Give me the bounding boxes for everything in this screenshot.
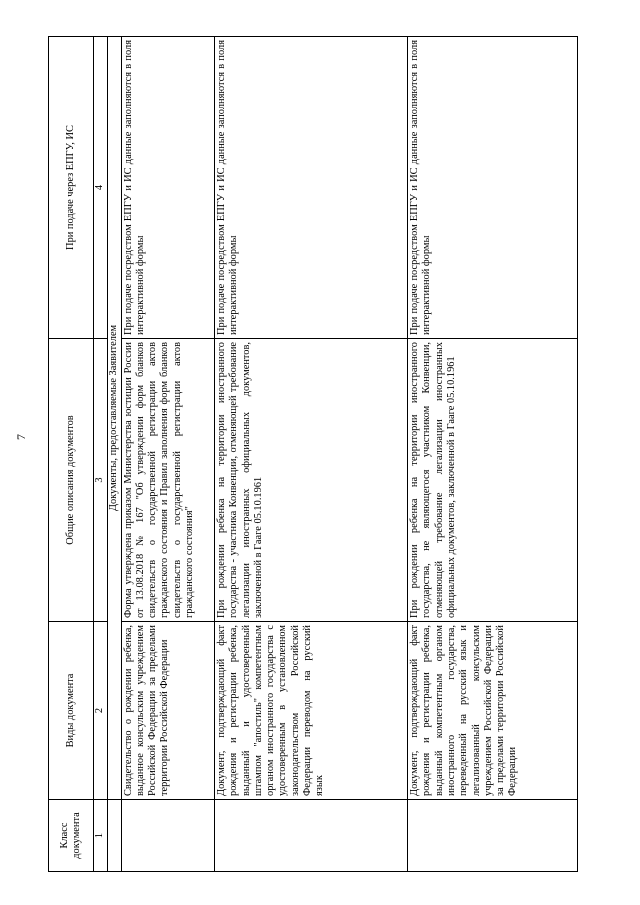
documents-table [48,36,578,872]
cell-class [215,800,408,872]
cell-type: Документ, подтверждающий факт рождения и регистрации ребенка, выданный компетентным органом иностранного государства, переведенный на русский язык и легализованный консульским учреждением Российской Федерации за пределами территории Российской Федерации [408,622,578,800]
header-document-description: Общие описания документов [49,339,94,622]
section-empty-cell [107,800,121,872]
column-number: 4 [93,37,107,339]
header-document-class: Класс документа [49,800,94,872]
table-row [121,37,214,872]
cell-description: Форма утверждена приказом Министерства юстиции России от 13.08.2018 № 167 "Об утверждении форм бланков свидетельств о государственной регистрации актов гражданского состояния и Правил заполнения форм бланков свидетельств о государственной регистрации актов гражданского состояния" [121,339,214,622]
cell-epgu: При подаче посредством ЕПГУ и ИС данные заполняются в поля интерактивной формы [215,37,408,339]
section-row [107,37,121,872]
column-number: 1 [93,800,107,872]
cell-description: При рождении ребенка на территории иностранного государства, не являющегося участником Конвенции, отменяющей требование легализации иностранных официальных документов, заключенной в Гааге 05.10.1961 [408,339,578,622]
cell-epgu: При подаче посредством ЕПГУ и ИС данные заполняются в поля интерактивной формы [408,37,578,339]
column-number-row [93,37,107,872]
section-title: Документы, предоставляемые Заявителем [107,37,121,800]
page-number: 7 [14,434,28,440]
column-number: 2 [93,622,107,800]
cell-type: Документ, подтверждающий факт рождения и регистрации ребенка, выданный и удостоверенный штампом "апостиль" компетентным органом иностранного государства с удостоверенным в установленном законодательством Российской Федерации переводом на русский язык [215,622,408,800]
cell-type: Свидетельство о рождении ребенка, выданное консульским учреждением Российской Федерации за пределами территории Российской Федерации [121,622,214,800]
header-epgu-submission: При подаче через ЕПГУ, ИС [49,37,94,339]
document-table-container [48,37,578,872]
cell-class [408,800,578,872]
table-row [408,37,578,872]
cell-epgu: При подаче посредством ЕПГУ и ИС данные заполняются в поля интерактивной формы [121,37,214,339]
table-row [215,37,408,872]
header-document-type: Виды документа [49,622,94,800]
column-number: 3 [93,339,107,622]
cell-class [121,800,214,872]
cell-description: При рождении ребенка на территории иностранного государства - участника Конвенции, отменяющей требование легализации иностранных официальных документов, заключенной в Гааге 05.10.1961 [215,339,408,622]
table-header-row [49,37,94,872]
